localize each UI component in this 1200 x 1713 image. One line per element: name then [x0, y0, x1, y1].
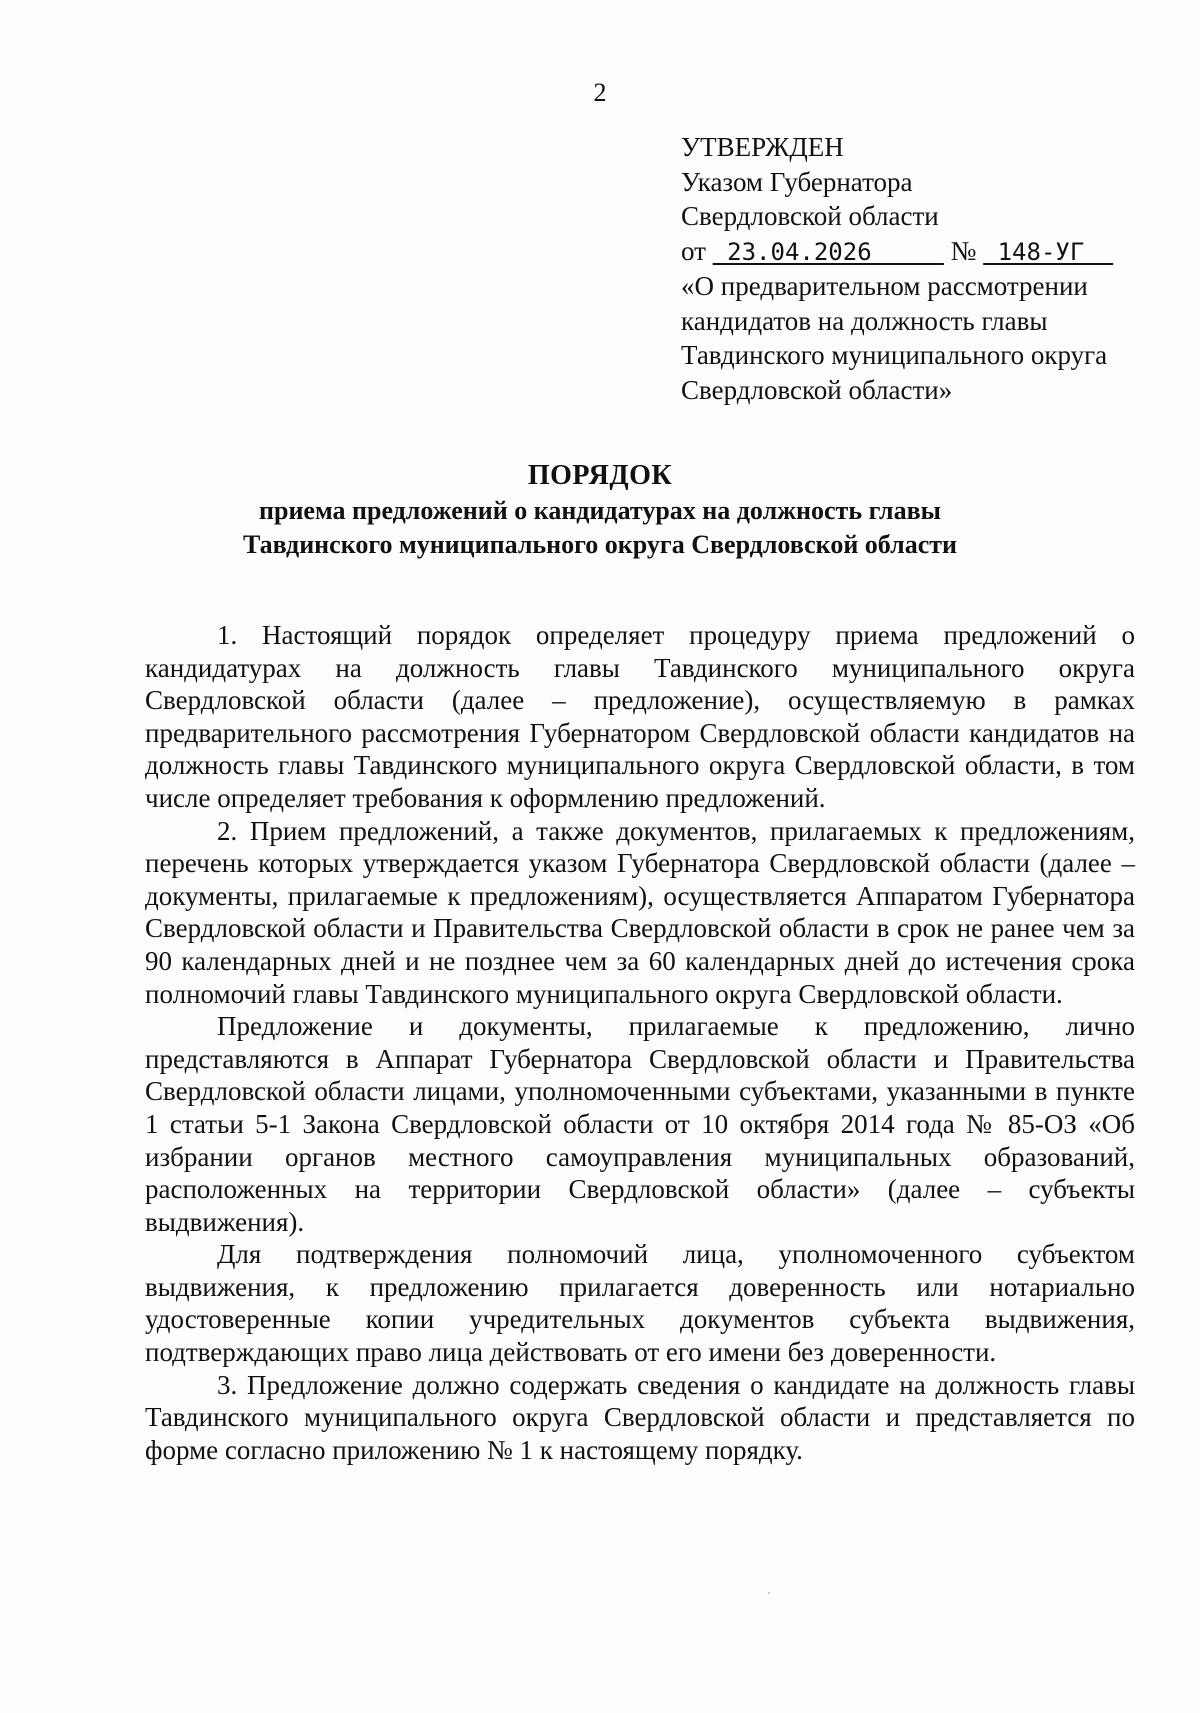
scan-artifact: [768, 1592, 770, 1594]
decree-name-line: кандидатов на должность главы: [681, 305, 1048, 336]
date-prefix: от: [681, 235, 713, 266]
document-heading: [0, 458, 1200, 562]
decree-date: 23.04.2026: [712, 237, 944, 266]
decree-number: 148-УГ: [983, 237, 1114, 266]
approval-status: УТВЕРЖДЕН: [681, 132, 844, 162]
paragraph-2-submission: Предложение и документы, прилагаемые к предложению, лично представляются в Аппарат Губернатора Свердловской области и Правительства Свердловской области лицами, уполномоченными субъектами, указанными в пункте 1 статьи 5-1 Закона Свердловской области от 10 октября 2014 года № 85-ОЗ «Об избрании органов местного самоуправления муниципальных образований, расположенных на территории Свердловской области» (далее – субъекты выдвижения).: [145, 1011, 1135, 1237]
document-subtitle-line: Тавдинского муниципального округа Свердловской области: [242, 530, 958, 559]
approval-date-number-line: [681, 234, 1161, 270]
page-number: 2: [593, 78, 607, 107]
document-title: ПОРЯДОК: [527, 460, 673, 491]
decree-name-line: «О предварительном рассмотрении: [681, 271, 1088, 301]
paragraph-1: 1. Настоящий порядок определяет процедуру приема предложений о кандидатурах на должность главы Тавдинского муниципального округа Свердловской области (далее – предложение), осуществляемую в рамках предварительного рассмотрения Губернатором Свердловской области кандидатов на должность главы Тавдинского муниципального округа Свердловской области, в том числе определяет требования к оформлению предложений.: [145, 620, 1135, 813]
number-prefix: №: [943, 235, 984, 266]
approval-stamp-block: [681, 130, 1161, 407]
paragraph-3: 3. Предложение должно содержать сведения о кандидате на должность главы Тавдинского муниципального округа Свердловской области и представляется по форме согласно приложению № 1 к настоящему порядку.: [145, 1369, 1135, 1465]
approval-decree-line: Указом Губернатора: [681, 166, 913, 197]
document-body: [145, 619, 1135, 1466]
paragraph-2: 2. Прием предложений, а также документов, прилагаемых к предложениям, перечень которых утверждается указом Губернатора Свердловской области (далее – документы, прилагаемые к предложениям), осуществляется Аппаратом Губернатора Свердловской области и Правительства Свердловской области в срок не ранее чем за 90 календарных дней и не позднее чем за 60 календарных дней до истечения срока полномочий главы Тавдинского муниципального округа Свердловской области.: [145, 815, 1135, 1009]
approval-region-line: Свердловской области: [681, 201, 939, 231]
document-subtitle-line: приема предложений о кандидатурах на должность главы: [259, 496, 941, 525]
paragraph-2-authority: Для подтверждения полномочий лица, уполномоченного субъектом выдвижения, к предложению прилагается доверенность или нотариально удостоверенные копии учредительных документов субъекта выдвижения, подтверждающих право лица действовать от его имени без доверенности.: [145, 1239, 1135, 1368]
decree-name-line: Тавдинского муниципального округа: [681, 340, 1108, 370]
decree-name-line: Свердловской области»: [681, 374, 953, 405]
